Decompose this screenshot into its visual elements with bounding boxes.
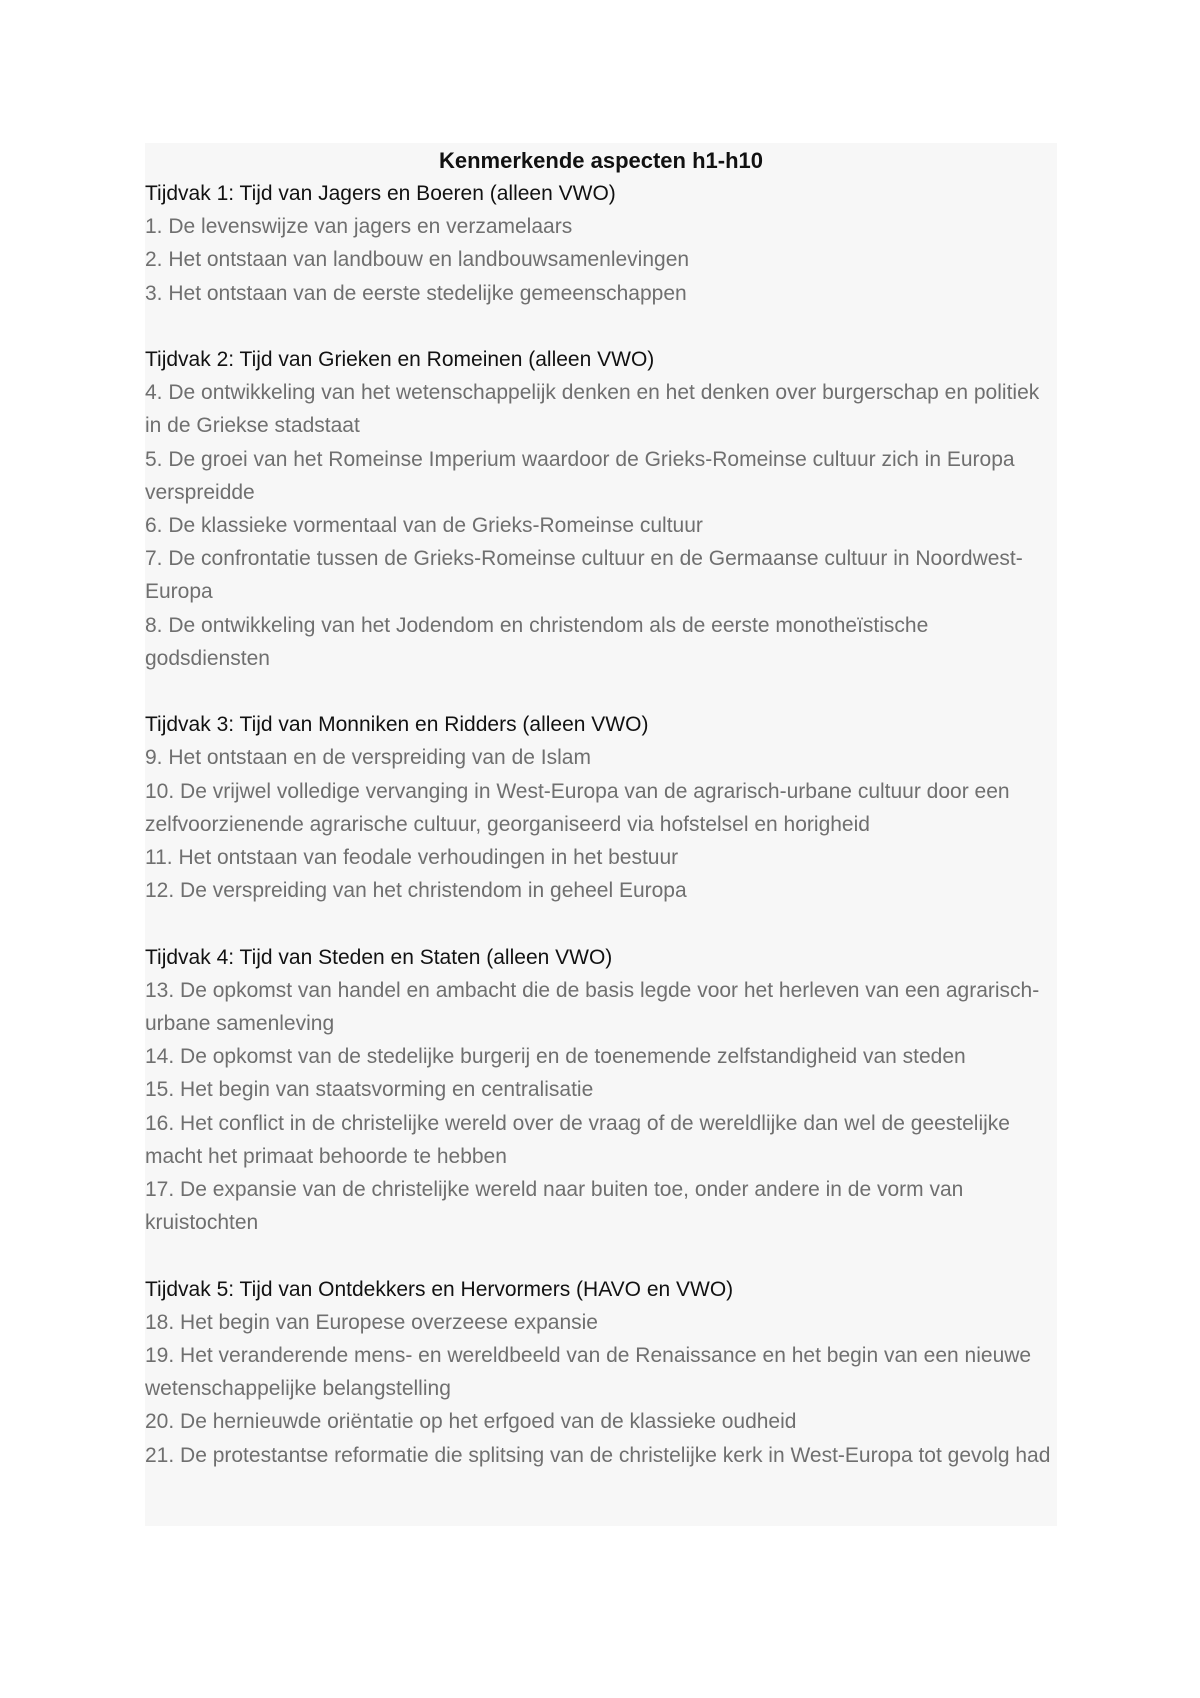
aspect-item: 18. Het begin van Europese overzeese expansie [145, 1310, 598, 1334]
tijdvak-heading: Tijdvak 5: Tijd van Ontdekkers en Hervormers (HAVO en VWO) [145, 1277, 734, 1301]
page-title: Kenmerkende aspecten h1-h10 [438, 148, 764, 173]
tijdvak-section [145, 177, 1057, 310]
aspect-item: 1. De levenswijze van jagers en verzamelaars [145, 215, 573, 239]
document-content [145, 143, 1057, 1526]
aspect-item: 6. De klassieke vormentaal van de Grieks-Romeinse cultuur [145, 514, 703, 538]
aspect-item: 14. De opkomst van de stedelijke burgerij en de toenemende zelfstandigheid van steden [145, 1045, 966, 1069]
aspect-item: 10. De vrijwel volledige vervanging in West-Europa van de agrarisch-urbane cultuur door een zelfvoorzienende agrarische cultuur, georganiseerd via hofstelsel en horigheid [145, 779, 1010, 836]
tijdvak-section [145, 1273, 1057, 1472]
aspect-list [145, 741, 1057, 907]
aspect-item: 2. Het ontstaan van landbouw en landbouwsamenlevingen [145, 248, 690, 272]
tijdvak-section [145, 343, 1057, 675]
aspect-item: 11. Het ontstaan van feodale verhoudingen in het bestuur [145, 846, 679, 870]
aspect-item: 7. De confrontatie tussen de Grieks-Romeinse cultuur en de Germaanse cultuur in Noordwest-Europa [145, 547, 1023, 604]
aspect-item: 4. De ontwikkeling van het wetenschappelijk denken en het denken over burgerschap en politiek in de Griekse stadstaat [145, 381, 1040, 438]
aspect-item: 8. De ontwikkeling van het Jodendom en christendom als de eerste monotheïstische godsdiensten [145, 613, 929, 670]
aspect-item: 16. Het conflict in de christelijke wereld over de vraag of de wereldlijke dan wel de geestelijke macht het primaat behoorde te hebben [145, 1111, 1010, 1168]
aspect-item: 15. Het begin van staatsvorming en centralisatie [145, 1078, 594, 1102]
aspect-list [145, 210, 1057, 310]
aspect-list [145, 974, 1057, 1240]
tijdvak-heading: Tijdvak 4: Tijd van Steden en Staten (alleen VWO) [145, 945, 613, 969]
aspect-item: 19. Het veranderende mens- en wereldbeeld van de Renaissance en het begin van een nieuwe wetenschappelijke belangstelling [145, 1344, 1032, 1401]
aspect-item: 5. De groei van het Romeinse Imperium waardoor de Grieks-Romeinse cultuur zich in Europa verspreidde [145, 447, 1015, 504]
aspect-list [145, 1306, 1057, 1472]
aspect-item: 13. De opkomst van handel en ambacht die de basis legde voor het herleven van een agrarisch-urbane samenleving [145, 978, 1040, 1036]
tijdvak-heading: Tijdvak 3: Tijd van Monniken en Ridders (alleen VWO) [145, 713, 649, 737]
tijdvak-section [145, 941, 1057, 1240]
aspect-item: 9. Het ontstaan en de verspreiding van de Islam [145, 746, 591, 770]
tijdvak-section [145, 708, 1057, 907]
tijdvak-heading: Tijdvak 2: Tijd van Grieken en Romeinen (alleen VWO) [145, 348, 655, 371]
aspect-list [145, 376, 1057, 675]
sections-container [145, 177, 1057, 1472]
aspect-item: 20. De hernieuwde oriëntatie op het erfgoed van de klassieke oudheid [145, 1410, 797, 1434]
aspect-item: 21. De protestantse reformatie die splitsing van de christelijke kerk in West-Europa tot gevolg had [145, 1443, 1051, 1467]
tijdvak-heading: Tijdvak 1: Tijd van Jagers en Boeren (alleen VWO) [145, 182, 616, 205]
aspect-item: 12. De verspreiding van het christendom in geheel Europa [145, 879, 687, 903]
aspect-item: 3. Het ontstaan van de eerste stedelijke gemeenschappen [145, 281, 687, 305]
aspect-item: 17. De expansie van de christelijke wereld naar buiten toe, onder andere in de vorm van kruistochten [145, 1178, 964, 1235]
